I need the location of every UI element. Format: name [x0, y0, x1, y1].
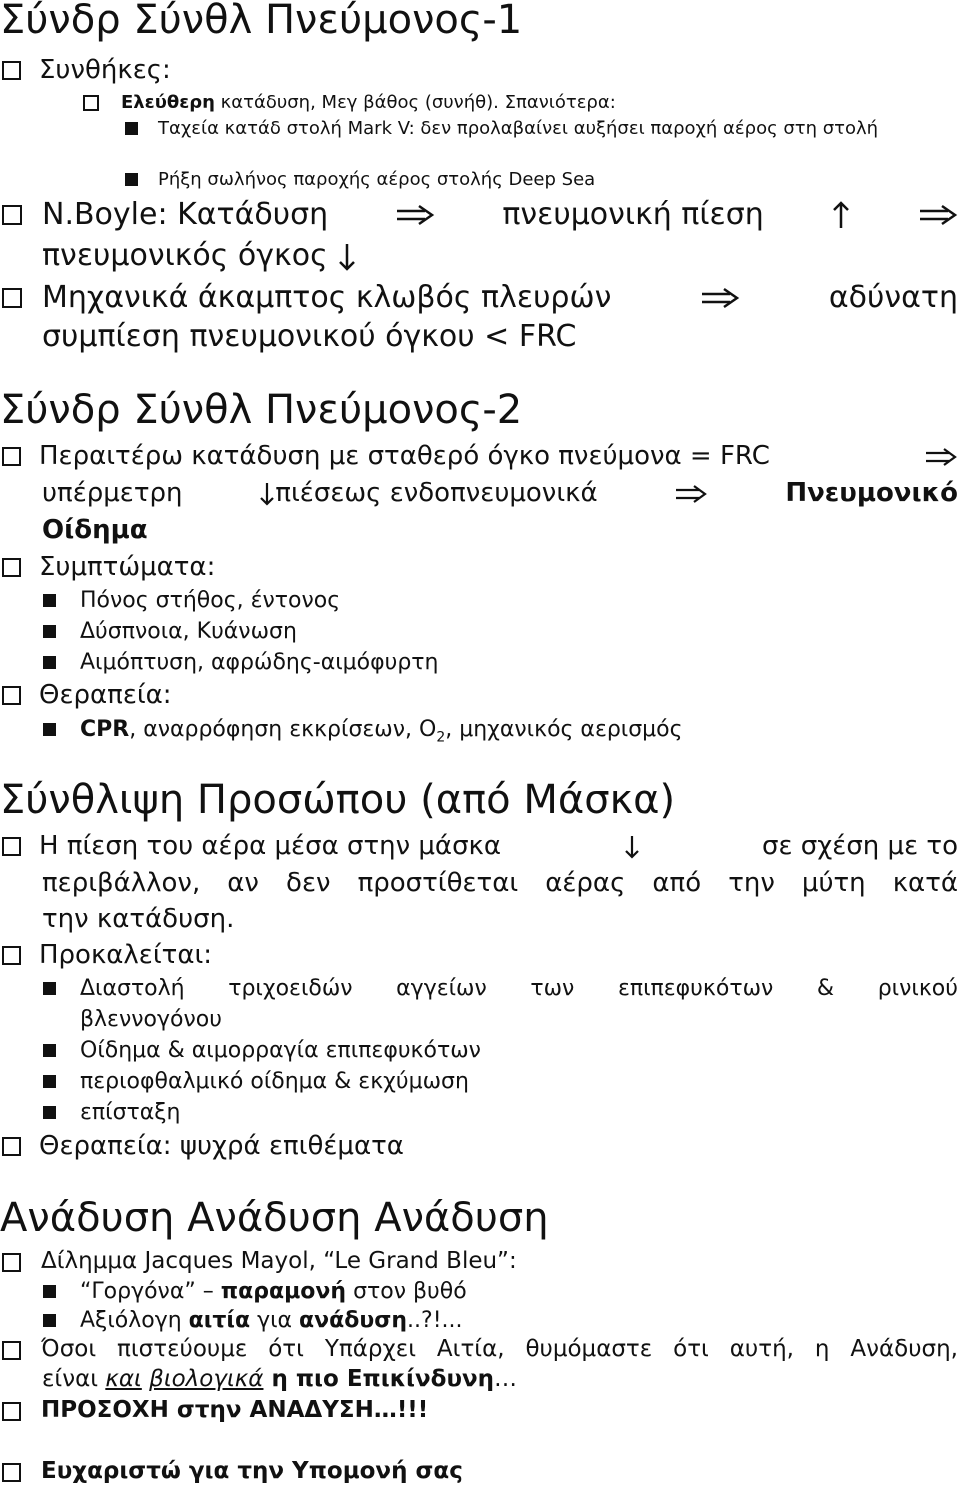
filled-square-bullet-icon: [43, 656, 56, 669]
section-4-title: Ανάδυση Ανάδυση Ανάδυση: [0, 1195, 549, 1241]
list-item: Μηχανικά άκαμπτος κλωβός πλευρών αδύνατη: [0, 278, 958, 318]
section-2-title: Σύνδρ Σύνθλ Πνεύμονος-2: [0, 387, 523, 433]
checkbox-icon: [2, 1253, 21, 1272]
checkbox-icon: [2, 61, 21, 80]
list-item: Περαιτέρω κατάδυση με σταθερό όγκο πνεύμονα = FRC: [0, 438, 958, 475]
checkbox-icon: [2, 1137, 21, 1156]
down-arrow-icon: [259, 481, 275, 507]
filled-square-bullet-icon: [43, 594, 56, 607]
checkbox-icon: [2, 288, 22, 308]
list-item: την κατάδυση.: [42, 904, 235, 934]
filled-square-bullet-icon: [125, 122, 138, 135]
list-item: Όσοι πιστεύουμε ότι Υπάρχει Αιτία, θυμόμαστε ότι αυτή, η Ανάδυση,: [0, 1334, 958, 1365]
list-item: Αξιόλογη αιτία για ανάδυση..?!...: [0, 1305, 958, 1336]
filled-square-bullet-icon: [43, 1075, 56, 1088]
up-arrow-icon: [831, 200, 851, 230]
section-1-title: Σύνδρ Σύνθλ Πνεύμονος-1: [0, 0, 523, 43]
list-item: Προκαλείται:: [0, 937, 958, 974]
list-item: Δύσπνοια, Κυάνωση: [0, 616, 958, 647]
filled-square-bullet-icon: [43, 1106, 56, 1119]
checkbox-icon: [2, 1402, 21, 1421]
implies-arrow-icon: [918, 204, 958, 226]
filled-square-bullet-icon: [43, 982, 56, 995]
implies-arrow-icon: [395, 204, 435, 226]
list-item: περιβάλλον, αν δεν προστίθεται αέρας από την μύτη κατά: [42, 868, 958, 898]
list-item: Συνθήκες:: [0, 52, 958, 89]
list-item: επίσταξη: [0, 1097, 958, 1128]
implies-arrow-icon: [700, 287, 740, 309]
list-item: Ρήξη σωλήνος παροχής αέρος στολής Deep Sea: [0, 167, 958, 192]
list-item: Πόνος στήθος, έντονος: [0, 585, 958, 616]
list-item: “Γοργόνα” – παραμονή στον βυθό: [0, 1276, 958, 1307]
list-item: Ταχεία κατάδ στολή Mark V: δεν προλαβαίνει αυξήσει παροχή αέρος στη στολή: [0, 116, 958, 141]
list-item: Οίδημα & αιμορραγία επιπεφυκότων: [0, 1035, 958, 1066]
section-3-title: Σύνθλιψη Προσώπου (από Μάσκα): [0, 777, 676, 823]
list-item: Αιμόπτυση, αφρώδης-αιμόφυρτη: [0, 647, 958, 678]
filled-square-bullet-icon: [43, 1285, 56, 1298]
filled-square-bullet-icon: [43, 1314, 56, 1327]
list-item: Συμπτώματα:: [0, 549, 958, 586]
checkbox-icon: [2, 1463, 21, 1482]
implies-arrow-icon: [924, 447, 958, 467]
list-item: Η πίεση του αέρα μέσα στην μάσκα σε σχέση με το: [0, 828, 958, 865]
list-item: Οίδημα: [42, 515, 148, 545]
list-item: πνευμονικός όγκος: [0, 236, 958, 276]
checkbox-icon: [2, 447, 21, 466]
checkbox-icon: [2, 205, 22, 225]
implies-arrow-icon: [674, 484, 708, 504]
list-item: Θεραπεία: ψυχρά επιθέματα: [0, 1128, 958, 1165]
list-item: βλεννογόνου: [80, 1007, 222, 1032]
list-item: N.Boyle: Κατάδυση πνευμονική πίεση: [0, 195, 958, 235]
list-item: υπέρμετρη πιέσεως ενδοπνευμονικά Πνευμονικό: [42, 478, 958, 508]
list-item: Ευχαριστώ για την Υπομονή σας: [0, 1456, 958, 1487]
list-item: Ελεύθερη κατάδυση, Μεγ βάθος (συνήθ). Σπανιότερα:: [0, 90, 958, 115]
checkbox-icon: [2, 558, 21, 577]
checkbox-icon: [2, 1341, 21, 1360]
list-item: είναι και βιολογικά η πιο Επικίνδυνη…: [42, 1366, 518, 1392]
filled-square-bullet-icon: [125, 173, 138, 186]
list-item: περιοφθαλμικό οίδημα & εκχύμωση: [0, 1066, 958, 1097]
list-item: Διαστολή τριχοειδών αγγείων των επιπεφυκότων & ρινικού: [0, 973, 958, 1004]
list-item: CPR, αναρρόφηση εκκρίσεων, $O_2$, μηχανικός αερισμός: [0, 714, 958, 753]
down-arrow-icon: [337, 242, 357, 272]
list-item: Δίλημμα Jacques Mayol, “Le Grand Bleu”:: [0, 1246, 958, 1277]
list-item: ΠΡΟΣΟΧΗ στην ΑΝΑΔΥΣΗ…!!!: [0, 1395, 958, 1426]
list-item: συμπίεση πνευμονικού όγκου < FRC: [42, 319, 577, 354]
checkbox-icon: [2, 837, 21, 856]
checkbox-icon: [2, 946, 21, 965]
filled-square-bullet-icon: [43, 625, 56, 638]
checkbox-icon: [83, 95, 99, 111]
filled-square-bullet-icon: [43, 1044, 56, 1057]
checkbox-icon: [2, 686, 21, 705]
list-item: Θεραπεία:: [0, 677, 958, 714]
down-arrow-icon: [624, 834, 640, 860]
filled-square-bullet-icon: [43, 723, 56, 736]
